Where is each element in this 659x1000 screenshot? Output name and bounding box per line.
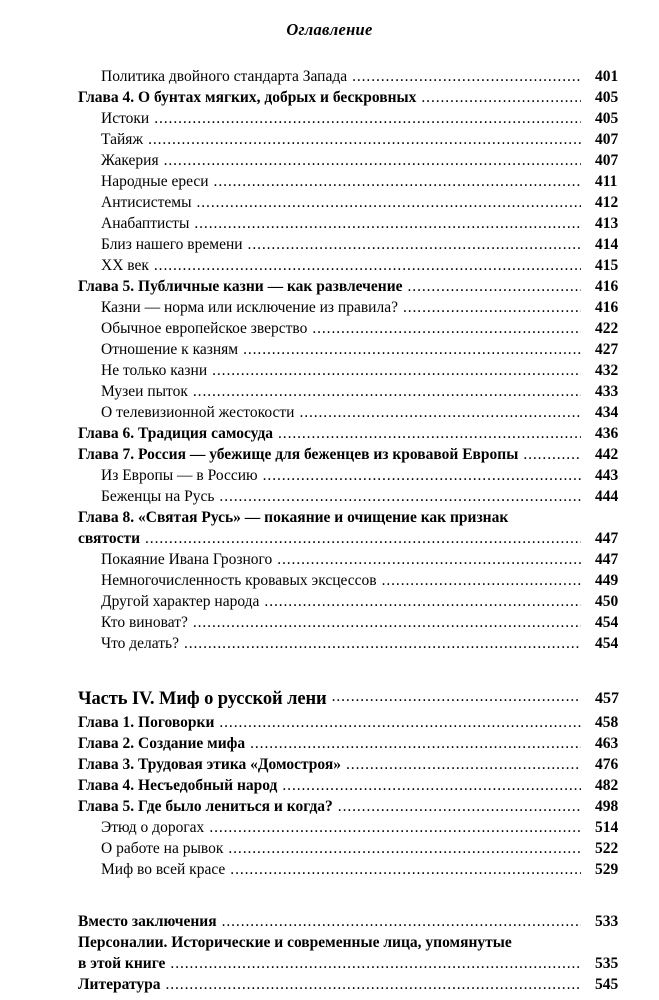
toc-page-number: 498 (595, 798, 619, 815)
toc-page-number: 407 (595, 131, 619, 148)
toc-entry[interactable] (0, 192, 659, 213)
dot-leader (154, 113, 581, 126)
toc-entry[interactable] (0, 234, 659, 255)
dot-leader (148, 134, 581, 147)
toc-entry-label: Немногочисленность кровавых эксцессов (101, 572, 377, 589)
toc-entry[interactable] (0, 66, 659, 87)
toc-page-number: 444 (595, 488, 619, 505)
toc-entry[interactable] (0, 911, 659, 932)
toc-entry-label: Глава 5. Где было лениться и когда? (78, 798, 333, 815)
toc-entry-label: Покаяние Ивана Грозного (101, 551, 273, 568)
toc-entry[interactable] (0, 633, 659, 654)
dot-leader (352, 71, 581, 84)
toc-entry[interactable] (0, 423, 659, 444)
toc-page-number: 476 (595, 756, 619, 773)
toc-page-number: 443 (595, 467, 619, 484)
toc-entry[interactable] (0, 838, 659, 859)
toc-page-number: 436 (595, 425, 619, 442)
toc-entry-label: Близ нашего времени (101, 236, 243, 253)
toc-entry-label: Часть IV. Миф о русской лени (78, 689, 327, 709)
dot-leader (332, 696, 581, 709)
toc-entry[interactable] (0, 360, 659, 381)
toc-page-number: 463 (595, 735, 619, 752)
toc-entry[interactable] (0, 712, 659, 733)
toc-page-number: 412 (595, 194, 619, 211)
toc-entry-label: О работе на рывок (101, 840, 224, 857)
dot-leader (278, 428, 581, 441)
toc-entry[interactable] (0, 686, 659, 712)
toc-entry[interactable] (0, 932, 659, 953)
toc-page-number: 535 (595, 955, 619, 972)
toc-entry[interactable] (0, 150, 659, 171)
dot-leader (382, 575, 581, 588)
toc-entry-label: О телевизионной жестокости (101, 404, 295, 421)
dot-leader (408, 281, 581, 294)
toc-entry[interactable] (0, 528, 659, 549)
toc-page-number: 449 (595, 572, 619, 589)
toc-entry-label: Глава 3. Трудовая этика «Домостроя» (78, 756, 342, 773)
toc-entry[interactable] (0, 276, 659, 297)
toc-entry[interactable] (0, 402, 659, 423)
toc-page-number: 413 (595, 215, 619, 232)
toc-entry-label: Музеи пыток (101, 383, 188, 400)
toc-entry-label: Не только казни (101, 362, 208, 379)
section-spacer (0, 880, 659, 911)
dot-leader (243, 344, 581, 357)
toc-page-number: 405 (595, 110, 619, 127)
toc-page-number: 545 (595, 976, 619, 993)
dot-leader (164, 155, 581, 168)
toc-entry[interactable] (0, 974, 659, 995)
toc-page-number: 514 (595, 819, 619, 836)
toc-entry[interactable] (0, 486, 659, 507)
toc-entry-label: Миф во всей красе (101, 861, 226, 878)
toc-page-number: 411 (595, 173, 618, 190)
dot-leader (421, 92, 581, 105)
toc-page-number: 434 (595, 404, 619, 421)
toc-entry-label: Глава 1. Поговорки (78, 714, 215, 731)
toc-entry-label: Глава 7. Россия — убежище для беженцев из кровавой Европы (78, 446, 519, 463)
toc-page-number: 533 (595, 913, 619, 930)
toc-page-number: 414 (595, 236, 619, 253)
toc-entry[interactable] (0, 796, 659, 817)
toc-page-number: 450 (595, 593, 619, 610)
dot-leader (219, 491, 581, 504)
toc-entry-label: Литература (78, 976, 161, 993)
toc-page-number: 415 (595, 257, 619, 274)
dot-leader (282, 780, 581, 793)
dot-leader (248, 239, 581, 252)
toc-entry[interactable] (0, 213, 659, 234)
toc-entry-label: Другой характер народа (101, 593, 260, 610)
toc-entry-label: Этюд о дорогах (101, 819, 205, 836)
toc-entry[interactable] (0, 381, 659, 402)
toc-entry-label: Глава 6. Традиция самосуда (78, 425, 274, 442)
toc-entry-label: Отношение к казням (101, 341, 239, 358)
toc-entry-label: Из Европы — в Россию (101, 467, 258, 484)
toc-entry-label: Антисистемы (101, 194, 192, 211)
dot-leader (154, 260, 581, 273)
toc-page-number: 432 (595, 362, 619, 379)
dot-leader (165, 979, 581, 992)
toc-page-number: 457 (595, 690, 619, 707)
toc-page-number: 427 (595, 341, 619, 358)
toc-entry[interactable] (0, 171, 659, 192)
dot-leader (312, 323, 581, 336)
toc-entry[interactable] (0, 570, 659, 591)
toc-entry-label: Обычное европейское зверство (101, 320, 308, 337)
toc-page-number: 529 (595, 861, 619, 878)
dot-leader (170, 958, 581, 971)
dot-leader (193, 617, 581, 630)
toc-entry-label: Кто виноват? (101, 614, 188, 631)
toc-entry-label: Казни — норма или исключение из правила? (101, 299, 398, 316)
dot-leader (299, 407, 581, 420)
dot-leader (263, 470, 581, 483)
toc-entry-label: Персоналии. Исторические и современные лица, упомянутые (78, 934, 512, 951)
toc-entry-label: Анабаптисты (101, 215, 190, 232)
dot-leader (197, 197, 582, 210)
dot-leader (513, 512, 581, 525)
toc-page-number: 522 (595, 840, 619, 857)
toc-entry-label: Народные ереси (101, 173, 209, 190)
toc-entry[interactable] (0, 591, 659, 612)
toc-entry[interactable] (0, 255, 659, 276)
dot-leader (230, 864, 581, 877)
toc-entry-label: Глава 5. Публичные казни — как развлечение (78, 278, 403, 295)
toc-entry[interactable] (0, 507, 659, 528)
dot-leader (264, 596, 581, 609)
dot-leader (222, 916, 581, 929)
dot-leader (214, 176, 581, 189)
toc-entry-label: Тайяж (101, 131, 144, 148)
toc-entry[interactable] (0, 129, 659, 150)
dot-leader (277, 554, 581, 567)
toc-entry[interactable] (0, 733, 659, 754)
toc-page-number: 416 (595, 299, 619, 316)
toc-page-number: 458 (595, 714, 619, 731)
toc-entry[interactable] (0, 775, 659, 796)
toc-entry[interactable] (0, 465, 659, 486)
toc-entry[interactable] (0, 108, 659, 129)
toc-page-number: 442 (595, 446, 619, 463)
toc-entry-label: Вместо заключения (78, 913, 217, 930)
section-spacer (0, 654, 659, 686)
toc-entry[interactable] (0, 339, 659, 360)
toc-page-number: 447 (595, 551, 619, 568)
dot-leader (338, 801, 581, 814)
toc-entry[interactable] (0, 859, 659, 880)
toc-entry[interactable] (0, 297, 659, 318)
toc-entry-label: Глава 2. Создание мифа (78, 735, 246, 752)
dot-leader (209, 822, 581, 835)
toc-page-number: 422 (595, 320, 619, 337)
toc-entry-label: Глава 4. О бунтах мягких, добрых и бескровных (78, 89, 417, 106)
toc-entry-label: Глава 4. Несъедобный народ (78, 777, 278, 794)
table-of-contents (0, 66, 659, 995)
dot-leader (250, 738, 581, 751)
dot-leader (346, 759, 581, 772)
dot-leader (184, 638, 581, 651)
toc-page-number: 433 (595, 383, 619, 400)
toc-entry-label: Беженцы на Русь (101, 488, 215, 505)
toc-entry-label: Политика двойного стандарта Запада (101, 68, 348, 85)
toc-page-number: 407 (595, 152, 619, 169)
dot-leader (193, 386, 581, 399)
toc-page-number: 401 (595, 68, 619, 85)
toc-entry-label: Истоки (101, 110, 150, 127)
page-title: Оглавление (286, 20, 373, 39)
toc-entry[interactable] (0, 754, 659, 775)
dot-leader (523, 449, 581, 462)
toc-entry[interactable] (0, 549, 659, 570)
toc-page-number: 482 (595, 777, 619, 794)
toc-page-number: 454 (595, 614, 619, 631)
toc-entry-label: XX век (101, 257, 149, 274)
dot-leader (228, 843, 581, 856)
toc-page-number: 405 (595, 89, 619, 106)
toc-entry[interactable] (0, 318, 659, 339)
dot-leader (194, 218, 581, 231)
toc-entry-label: в этой книге (78, 955, 166, 972)
toc-entry[interactable] (0, 817, 659, 838)
dot-leader (219, 717, 581, 730)
toc-entry-label: Глава 8. «Святая Русь» — покаяние и очищение как признак (78, 509, 509, 526)
toc-entry[interactable] (0, 87, 659, 108)
dot-leader (145, 533, 581, 546)
toc-entry[interactable] (0, 612, 659, 633)
dot-leader (403, 302, 581, 315)
toc-entry-label: святости (78, 530, 141, 547)
dot-leader (212, 365, 581, 378)
dot-leader (517, 937, 581, 950)
toc-entry-label: Жакерия (101, 152, 159, 169)
toc-page-number: 454 (595, 635, 619, 652)
toc-page-number: 447 (595, 530, 619, 547)
toc-entry[interactable] (0, 953, 659, 974)
toc-entry[interactable] (0, 444, 659, 465)
toc-page-number: 416 (595, 278, 619, 295)
toc-entry-label: Что делать? (101, 635, 179, 652)
